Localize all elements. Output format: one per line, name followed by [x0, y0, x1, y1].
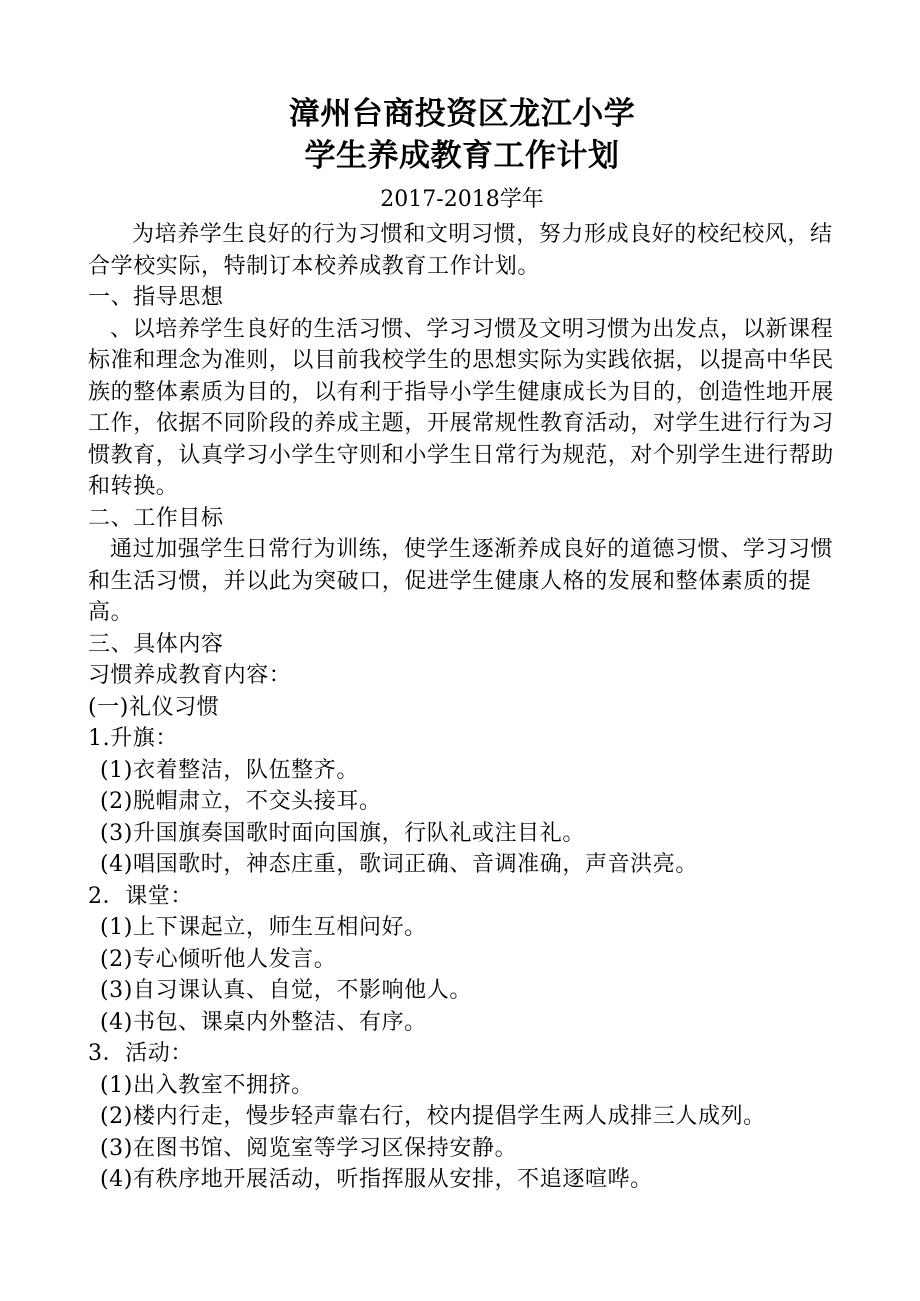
- list-item: (3)在图书馆、阅览室等学习区保持安静。: [100, 1135, 518, 1161]
- list-item: (4)书包、课桌内外整洁、有序。: [100, 1009, 427, 1035]
- section-heading-work-goals: 二、工作目标: [88, 505, 224, 531]
- group-label-classroom: 2．课堂：: [88, 883, 193, 909]
- list-item: (3)自习课认真、自觉，不影响他人。: [100, 978, 472, 1003]
- list-item: (2)脱帽肃立，不交头接耳。: [100, 789, 382, 814]
- section-body-guiding-ideology: 、以培养学生良好的生活习惯、学习习惯及文明习惯为出发点，以新课程标准和理念为准则，以目前我校学生的思想实际为实践依据，以提高中华民族的整体素质为目的，以有利于指导小学生健康成长为目的，创造性地开展工作，依据不同阶段的养成主题，开展常规性教育活动，对学生进行行为习惯教育，认真学习小学生守则和小学生日常行为规范，对个别学生进行帮助和转换。: [88, 316, 834, 499]
- list-item: (2)专心倾听他人发言。: [100, 946, 337, 972]
- school-year: 2017-2018学年: [380, 187, 544, 212]
- list-item: (4)唱国歌时，神态庄重，歌词正确、音调准确，声音洪亮。: [100, 852, 698, 877]
- list-item: (1)出入教室不拥挤。: [100, 1072, 314, 1098]
- part-heading-etiquette: (一)礼仪习惯: [88, 694, 220, 720]
- list-item: (4)有秩序地开展活动，听指挥服从安排，不追逐喧哗。: [100, 1167, 653, 1192]
- section-body-work-goals: 通过加强学生日常行为训练，使学生逐渐养成良好的道德习惯、学习习惯和生活习惯，并以此为突破口，促进学生健康人格的发展和整体素质的提高。: [88, 537, 834, 625]
- list-item: (1)上下课起立，师生互相问好。: [100, 915, 427, 940]
- section-heading-guiding-ideology: 一、指导思想: [88, 285, 224, 310]
- group-label-flag-raising: 1.升旗：: [88, 726, 178, 751]
- section-heading-specific-content: 三、具体内容: [88, 631, 224, 657]
- document-body: [88, 219, 836, 1196]
- subheading-habit-content: 习惯养成教育内容：: [88, 663, 292, 688]
- list-item: (2)楼内行走，慢步轻声靠右行，校内提倡学生两人成排三人成列。: [100, 1104, 766, 1129]
- document-title-school: 漳州台商投资区龙江小学: [288, 96, 636, 132]
- group-label-activities: 3．活动：: [88, 1041, 193, 1066]
- document-title-plan: 学生养成教育工作计划: [304, 138, 620, 174]
- list-item: (3)升国旗奏国歌时面向国旗，行队礼或注目礼。: [100, 820, 585, 846]
- list-item: (1)衣着整洁，队伍整齐。: [100, 757, 359, 783]
- intro-paragraph: 为培养学生良好的行为习惯和文明习惯，努力形成良好的校纪校风，结合学校实际，特制订本校养成教育工作计划。: [88, 222, 833, 279]
